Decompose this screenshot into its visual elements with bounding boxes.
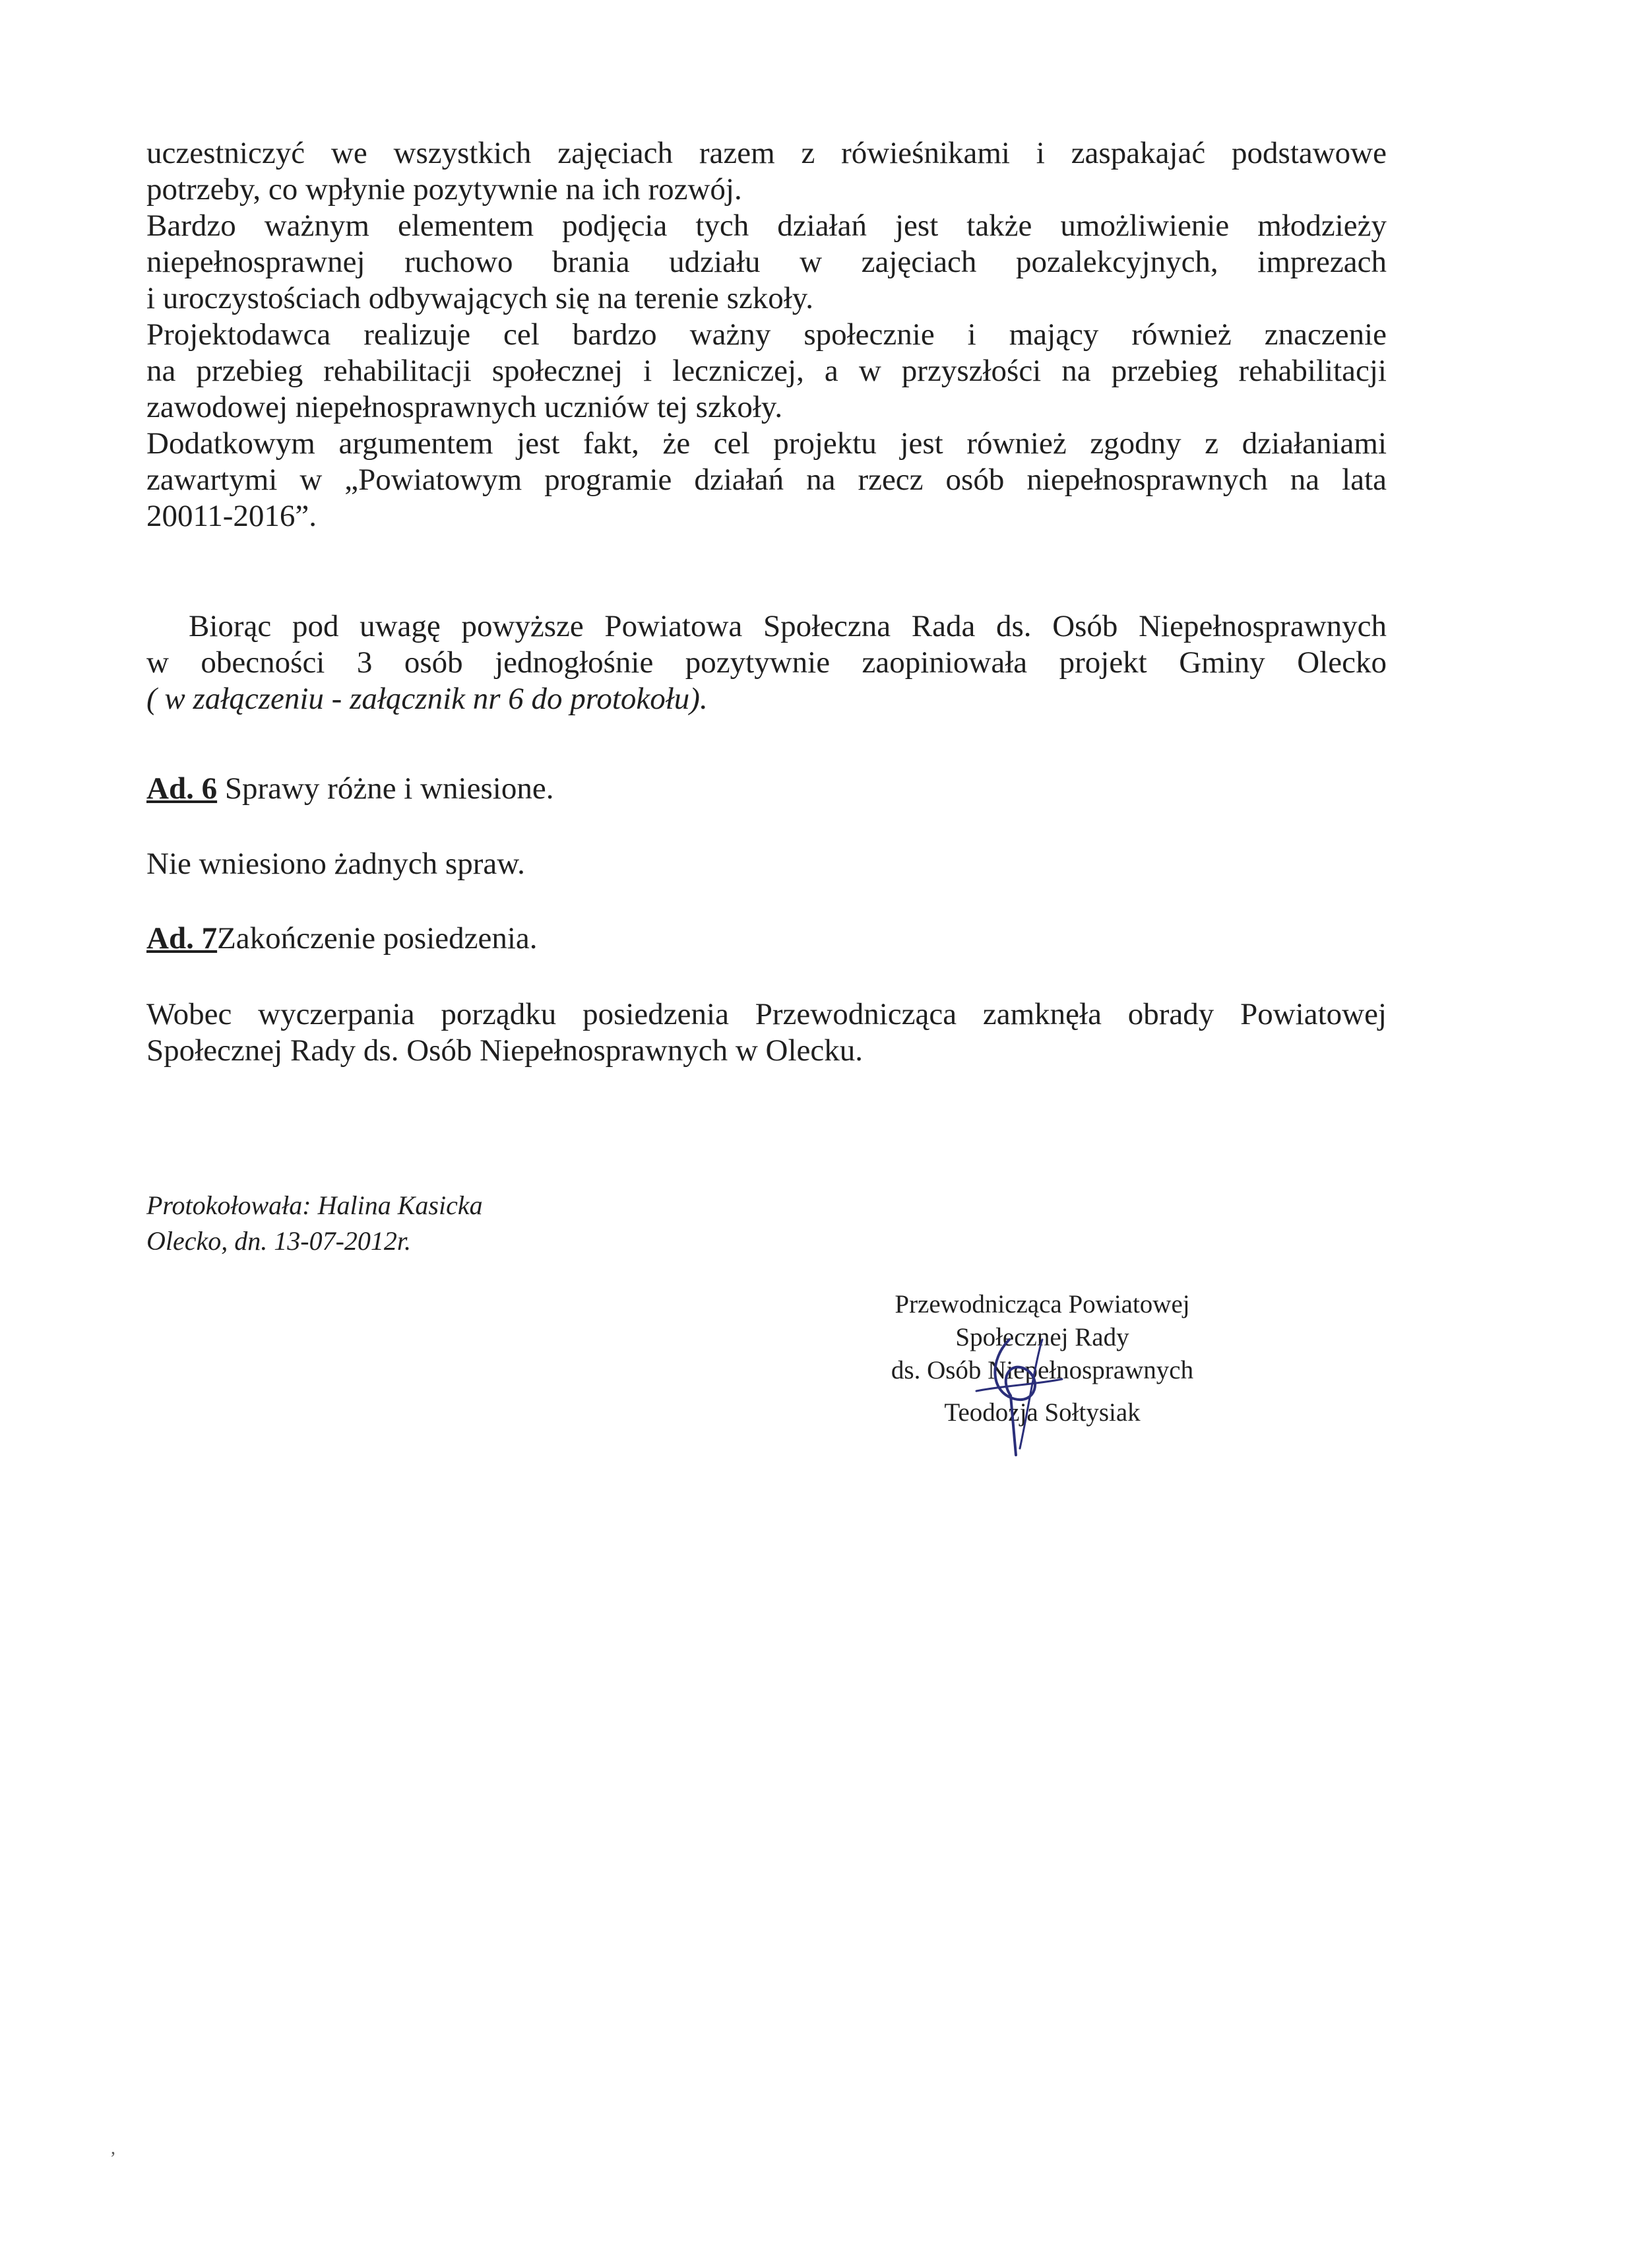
protocol-footer <box>146 1188 483 1259</box>
agenda-item-6-text: Nie wniesiono żadnych spraw. <box>146 847 525 881</box>
signatory-name: Teodozja Sołtysiak <box>944 1398 1141 1427</box>
paragraph-2 <box>146 208 1387 317</box>
text-line: uczestniczyć we wszystkich zajęciach razem z rówieśnikami i zaspakajać podstawowe <box>146 136 1387 170</box>
text-line: Bardzo ważnym elementem podjęcia tych działań jest także umożliwienie młodzieży <box>146 209 1387 243</box>
paragraph-1 <box>146 135 1387 208</box>
text-line: zawodowej niepełnosprawnych uczniów tej szkoły. <box>146 390 783 424</box>
agenda-item-7-title: Zakończenie posiedzenia. <box>217 921 538 956</box>
paragraph-4 <box>146 426 1387 535</box>
text-line: Projektodawca realizuje cel bardzo ważny społecznie i mający również znaczenie <box>146 317 1387 352</box>
text-line: w obecności 3 osób jednogłośnie pozytywnie zaopiniowała projekt Gminy Olecko <box>146 645 1387 680</box>
text-line: 20011-2016”. <box>146 499 317 533</box>
agenda-item-7 <box>146 921 538 957</box>
text-line: na przebieg rehabilitacji społecznej i leczniczej, a w przyszłości na przebieg rehabilitacji <box>146 354 1387 388</box>
scan-speck: , <box>111 2138 115 2158</box>
signature-title-line: Społecznej Rady <box>955 1323 1129 1351</box>
text-line: Wobec wyczerpania porządku posiedzenia Przewodnicząca zamknęła obrady Powiatowej <box>146 997 1387 1031</box>
closing-paragraph <box>146 996 1387 1069</box>
handwritten-signature <box>963 1333 1069 1458</box>
agenda-item-7-label: Ad. 7 <box>146 921 218 956</box>
signature-title-line: ds. Osób Niepełnosprawnych <box>891 1356 1194 1384</box>
text-line: zawartymi w „Powiatowym programie działań na rzecz osób niepełnosprawnych na lata <box>146 463 1387 497</box>
attachment-note: ( w załączeniu - załącznik nr 6 do protokołu). <box>146 682 708 716</box>
text-line: Dodatkowym argumentem jest fakt, że cel projektu jest również zgodny z działaniami <box>146 426 1387 461</box>
agenda-item-6-title: Sprawy różne i wniesione. <box>224 771 554 806</box>
council-opinion-paragraph <box>146 608 1387 717</box>
paragraph-3 <box>146 317 1387 426</box>
text-line: Biorąc pod uwagę powyższe Powiatowa Społeczna Rada ds. Osób Niepełnosprawnych <box>189 609 1387 643</box>
text-line: i uroczystościach odbywających się na terenie szkoły. <box>146 281 813 315</box>
recorded-by: Protokołowała: Halina Kasicka <box>146 1190 483 1220</box>
agenda-item-6-label: Ad. 6 <box>146 771 218 806</box>
text-line: Społecznej Rady ds. Osób Niepełnosprawnych w Olecku. <box>146 1033 863 1068</box>
place-date: Olecko, dn. 13-07-2012r. <box>146 1226 412 1256</box>
text-line: potrzeby, co wpłynie pozytywnie na ich rozwój. <box>146 172 742 207</box>
body-text-top <box>146 135 1387 535</box>
signature-title-line: Przewodnicząca Powiatowej <box>895 1290 1190 1318</box>
text-line: niepełnosprawnej ruchowo brania udziału w zajęciach pozalekcyjnych, imprezach <box>146 245 1387 279</box>
agenda-item-6 <box>146 771 553 807</box>
